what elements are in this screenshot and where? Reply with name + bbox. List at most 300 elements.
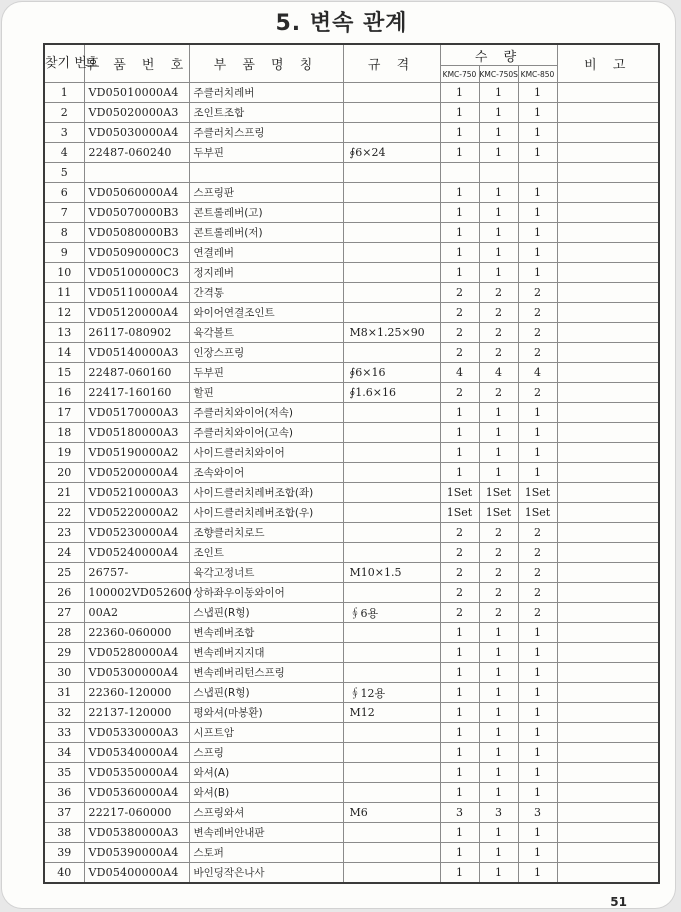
cell-qty-model-2: 1	[479, 843, 518, 863]
table-row	[44, 583, 659, 603]
cell-qty-model-2: 1	[479, 203, 518, 223]
cell-note	[557, 203, 659, 223]
cell-qty-model-3: 1	[518, 403, 557, 423]
table-row	[44, 463, 659, 483]
cell-qty-model-1: 1	[440, 683, 479, 703]
cell-qty-model-3: 4	[518, 363, 557, 383]
cell-qty-model-3: 2	[518, 283, 557, 303]
cell-qty-model-1: 1	[440, 663, 479, 683]
cell-qty-model-2: 1	[479, 123, 518, 143]
table-row	[44, 663, 659, 683]
table-row	[44, 643, 659, 663]
cell-part-number: VD05010000A4	[84, 83, 189, 103]
cell-qty-model-3: 2	[518, 543, 557, 563]
cell-note	[557, 363, 659, 383]
cell-note	[557, 443, 659, 463]
cell-spec	[343, 123, 440, 143]
cell-part-name: 주클러치스프링	[189, 123, 343, 143]
cell-note	[557, 343, 659, 363]
cell-spec	[343, 723, 440, 743]
table-row	[44, 103, 659, 123]
cell-qty-model-2: 1	[479, 643, 518, 663]
cell-no: 16	[44, 383, 84, 403]
cell-note	[557, 283, 659, 303]
table-row	[44, 183, 659, 203]
cell-part-number: VD05170000A3	[84, 403, 189, 423]
cell-qty-model-2: 1	[479, 683, 518, 703]
cell-qty-model-1: 1	[440, 83, 479, 103]
table-row	[44, 723, 659, 743]
header-spec: 규 격	[343, 44, 440, 83]
cell-qty-model-1: 2	[440, 523, 479, 543]
cell-qty-model-1: 1	[440, 143, 479, 163]
table-row	[44, 83, 659, 103]
cell-qty-model-3	[518, 163, 557, 183]
cell-part-name: 스프링	[189, 743, 343, 763]
cell-no: 11	[44, 283, 84, 303]
cell-spec	[343, 163, 440, 183]
cell-qty-model-2: 2	[479, 303, 518, 323]
cell-qty-model-3: 1	[518, 643, 557, 663]
cell-qty-model-1: 1	[440, 463, 479, 483]
cell-qty-model-1: 1	[440, 623, 479, 643]
cell-qty-model-1: 4	[440, 363, 479, 383]
cell-no: 15	[44, 363, 84, 383]
cell-qty-model-3: 1	[518, 183, 557, 203]
cell-note	[557, 223, 659, 243]
cell-spec	[343, 183, 440, 203]
cell-note	[557, 423, 659, 443]
cell-qty-model-2: 1	[479, 83, 518, 103]
table-row	[44, 203, 659, 223]
cell-spec	[343, 643, 440, 663]
cell-qty-model-1: 1	[440, 843, 479, 863]
cell-qty-model-1: 1	[440, 403, 479, 423]
cell-qty-model-1: 1	[440, 123, 479, 143]
cell-part-name: 조인트	[189, 543, 343, 563]
cell-part-name: 콘트롤레버(고)	[189, 203, 343, 223]
cell-qty-model-2: 1	[479, 443, 518, 463]
cell-qty-model-2: 1	[479, 723, 518, 743]
cell-no: 35	[44, 763, 84, 783]
cell-qty-model-2: 2	[479, 323, 518, 343]
cell-qty-model-2: 1	[479, 763, 518, 783]
cell-note	[557, 483, 659, 503]
cell-note	[557, 523, 659, 543]
cell-qty-model-3: 1	[518, 783, 557, 803]
cell-part-name: 인장스프링	[189, 343, 343, 363]
cell-qty-model-1: 2	[440, 323, 479, 343]
table-row	[44, 783, 659, 803]
table-row	[44, 403, 659, 423]
cell-no: 1	[44, 83, 84, 103]
header-no: 찾기 번호	[44, 44, 84, 83]
cell-note	[557, 803, 659, 823]
cell-part-name: 바인딩작은나사	[189, 863, 343, 884]
cell-qty-model-2: 2	[479, 563, 518, 583]
table-row	[44, 123, 659, 143]
cell-qty-model-3: 2	[518, 523, 557, 543]
cell-qty-model-1: 1	[440, 823, 479, 843]
table-row	[44, 843, 659, 863]
header-note: 비 고	[557, 44, 659, 83]
cell-part-name: 콘트롤레버(저)	[189, 223, 343, 243]
table-row	[44, 623, 659, 643]
cell-part-number: VD05380000A3	[84, 823, 189, 843]
cell-no: 36	[44, 783, 84, 803]
cell-spec	[343, 523, 440, 543]
cell-part-name: 사이드클러치레버조합(우)	[189, 503, 343, 523]
cell-no: 23	[44, 523, 84, 543]
cell-no: 29	[44, 643, 84, 663]
cell-qty-model-2	[479, 163, 518, 183]
cell-part-number: VD05360000A4	[84, 783, 189, 803]
cell-spec	[343, 103, 440, 123]
cell-qty-model-3: 2	[518, 303, 557, 323]
cell-part-number: VD05140000A3	[84, 343, 189, 363]
table-row	[44, 343, 659, 363]
cell-qty-model-1: 1Set	[440, 483, 479, 503]
cell-no: 4	[44, 143, 84, 163]
cell-part-name: 조향클러치로드	[189, 523, 343, 543]
cell-part-name: 연결레버	[189, 243, 343, 263]
cell-qty-model-1: 3	[440, 803, 479, 823]
cell-qty-model-1: 1	[440, 703, 479, 723]
cell-note	[557, 623, 659, 643]
table-body	[44, 83, 659, 884]
cell-qty-model-1: 1	[440, 183, 479, 203]
cell-spec	[343, 203, 440, 223]
cell-part-name: 주클러치와이어(저속)	[189, 403, 343, 423]
cell-note	[557, 823, 659, 843]
cell-note	[557, 703, 659, 723]
cell-qty-model-3: 1	[518, 83, 557, 103]
cell-spec	[343, 783, 440, 803]
cell-note	[557, 643, 659, 663]
cell-spec	[343, 663, 440, 683]
cell-note	[557, 843, 659, 863]
cell-part-name: 육각볼트	[189, 323, 343, 343]
cell-qty-model-3: 1	[518, 663, 557, 683]
cell-no: 17	[44, 403, 84, 423]
cell-qty-model-2: 2	[479, 283, 518, 303]
cell-spec	[343, 263, 440, 283]
cell-spec: ∮12용	[343, 683, 440, 703]
cell-no: 40	[44, 863, 84, 884]
cell-spec: M10×1.5	[343, 563, 440, 583]
table-row	[44, 323, 659, 343]
cell-qty-model-2: 3	[479, 803, 518, 823]
cell-part-number: VD05080000B3	[84, 223, 189, 243]
cell-qty-model-1: 2	[440, 303, 479, 323]
table-row	[44, 763, 659, 783]
cell-qty-model-1: 1	[440, 743, 479, 763]
cell-qty-model-3: 2	[518, 583, 557, 603]
cell-qty-model-3: 1	[518, 243, 557, 263]
cell-qty-model-3: 1	[518, 623, 557, 643]
cell-no: 30	[44, 663, 84, 683]
cell-note	[557, 243, 659, 263]
cell-part-number	[84, 163, 189, 183]
cell-part-name	[189, 163, 343, 183]
table-row	[44, 143, 659, 163]
cell-qty-model-1: 2	[440, 563, 479, 583]
cell-part-number: 22487-060240	[84, 143, 189, 163]
cell-qty-model-3: 2	[518, 343, 557, 363]
cell-note	[557, 763, 659, 783]
cell-no: 9	[44, 243, 84, 263]
cell-spec	[343, 823, 440, 843]
cell-note	[557, 83, 659, 103]
cell-spec	[343, 403, 440, 423]
cell-part-number: VD05030000A4	[84, 123, 189, 143]
cell-note	[557, 663, 659, 683]
cell-no: 34	[44, 743, 84, 763]
cell-spec: ∮6용	[343, 603, 440, 623]
cell-qty-model-1: 2	[440, 383, 479, 403]
cell-part-name: 스냅핀(R형)	[189, 603, 343, 623]
cell-part-number: VD05070000B3	[84, 203, 189, 223]
cell-qty-model-3: 1	[518, 103, 557, 123]
cell-part-name: 두부핀	[189, 363, 343, 383]
table-row	[44, 423, 659, 443]
cell-note	[557, 723, 659, 743]
cell-part-name: 스토퍼	[189, 843, 343, 863]
cell-note	[557, 383, 659, 403]
cell-part-name: 스프링판	[189, 183, 343, 203]
cell-qty-model-1: 2	[440, 343, 479, 363]
cell-qty-model-1: 1	[440, 203, 479, 223]
cell-part-name: 두부핀	[189, 143, 343, 163]
cell-spec	[343, 423, 440, 443]
cell-qty-model-3: 1Set	[518, 503, 557, 523]
cell-qty-model-3: 3	[518, 803, 557, 823]
cell-spec: M12	[343, 703, 440, 723]
cell-spec	[343, 863, 440, 884]
cell-qty-model-3: 1	[518, 823, 557, 843]
cell-part-number: VD05060000A4	[84, 183, 189, 203]
cell-note	[557, 123, 659, 143]
cell-no: 28	[44, 623, 84, 643]
cell-qty-model-2: 1	[479, 183, 518, 203]
header-model-3: KMC-850	[518, 66, 557, 83]
cell-no: 27	[44, 603, 84, 623]
cell-qty-model-3: 1	[518, 263, 557, 283]
cell-qty-model-1: 2	[440, 283, 479, 303]
cell-qty-model-2: 1	[479, 783, 518, 803]
cell-note	[557, 463, 659, 483]
cell-qty-model-3: 1	[518, 703, 557, 723]
cell-qty-model-3: 1Set	[518, 483, 557, 503]
cell-note	[557, 863, 659, 884]
cell-qty-model-1: 1	[440, 863, 479, 884]
cell-part-number: 100002VD052600	[84, 583, 189, 603]
cell-qty-model-2: 1	[479, 623, 518, 643]
cell-qty-model-1: 1Set	[440, 503, 479, 523]
cell-note	[557, 323, 659, 343]
table-row	[44, 243, 659, 263]
cell-part-number: VD05340000A4	[84, 743, 189, 763]
cell-qty-model-1: 1	[440, 243, 479, 263]
cell-part-number: VD05100000C3	[84, 263, 189, 283]
cell-part-number: 22417-160160	[84, 383, 189, 403]
cell-no: 19	[44, 443, 84, 463]
page-title: 5. 변속 관계	[275, 11, 408, 36]
cell-qty-model-3: 1	[518, 443, 557, 463]
table-row	[44, 863, 659, 884]
cell-qty-model-1: 1	[440, 643, 479, 663]
cell-spec	[343, 223, 440, 243]
cell-qty-model-3: 2	[518, 383, 557, 403]
cell-part-number: VD05240000A4	[84, 543, 189, 563]
cell-part-number: VD05350000A4	[84, 763, 189, 783]
cell-part-number: VD05190000A2	[84, 443, 189, 463]
cell-note	[557, 403, 659, 423]
cell-qty-model-2: 1	[479, 703, 518, 723]
cell-part-name: 평와셔(마봉환)	[189, 703, 343, 723]
document-page	[2, 2, 675, 908]
cell-part-number: VD05330000A3	[84, 723, 189, 743]
cell-no: 12	[44, 303, 84, 323]
cell-no: 24	[44, 543, 84, 563]
cell-part-number: 22137-120000	[84, 703, 189, 723]
cell-part-name: 육각고정너트	[189, 563, 343, 583]
cell-note	[557, 263, 659, 283]
parts-table	[43, 43, 660, 884]
header-model-2: KMC-750S	[479, 66, 518, 83]
cell-part-name: 변속레버안내판	[189, 823, 343, 843]
cell-spec	[343, 503, 440, 523]
cell-qty-model-2: 4	[479, 363, 518, 383]
cell-part-number: VD05300000A4	[84, 663, 189, 683]
cell-part-name: 변속레버조합	[189, 623, 343, 643]
cell-part-number: VD05200000A4	[84, 463, 189, 483]
cell-no: 7	[44, 203, 84, 223]
cell-part-number: 22487-060160	[84, 363, 189, 383]
cell-no: 39	[44, 843, 84, 863]
cell-spec	[343, 743, 440, 763]
cell-qty-model-2: 2	[479, 383, 518, 403]
header-part-number: 부 품 번 호	[84, 44, 189, 83]
cell-qty-model-1: 1	[440, 763, 479, 783]
table-row	[44, 803, 659, 823]
cell-no: 38	[44, 823, 84, 843]
table-row	[44, 443, 659, 463]
cell-part-number: 00A2	[84, 603, 189, 623]
table-row	[44, 543, 659, 563]
cell-part-name: 스프링와셔	[189, 803, 343, 823]
cell-spec	[343, 763, 440, 783]
table-row	[44, 283, 659, 303]
cell-no: 13	[44, 323, 84, 343]
cell-no: 32	[44, 703, 84, 723]
cell-part-name: 스냅핀(R형)	[189, 683, 343, 703]
cell-part-name: 변속레버리턴스프링	[189, 663, 343, 683]
cell-note	[557, 103, 659, 123]
cell-no: 2	[44, 103, 84, 123]
cell-no: 8	[44, 223, 84, 243]
cell-note	[557, 783, 659, 803]
cell-no: 21	[44, 483, 84, 503]
table-row	[44, 683, 659, 703]
cell-note	[557, 183, 659, 203]
cell-part-name: 와이어연결조인트	[189, 303, 343, 323]
table-row	[44, 823, 659, 843]
cell-no: 25	[44, 563, 84, 583]
table-row	[44, 603, 659, 623]
cell-spec	[343, 583, 440, 603]
table-row	[44, 503, 659, 523]
cell-part-name: 간격통	[189, 283, 343, 303]
cell-qty-model-3: 1	[518, 843, 557, 863]
cell-no: 6	[44, 183, 84, 203]
cell-part-number: VD05180000A3	[84, 423, 189, 443]
cell-qty-model-1: 2	[440, 583, 479, 603]
table-row	[44, 163, 659, 183]
cell-note	[557, 563, 659, 583]
cell-qty-model-1: 2	[440, 603, 479, 623]
cell-spec	[343, 463, 440, 483]
cell-qty-model-1: 1	[440, 103, 479, 123]
cell-spec: ∮6×16	[343, 363, 440, 383]
cell-note	[557, 143, 659, 163]
cell-part-number: 26757-	[84, 563, 189, 583]
cell-part-name: 사이드클러치와이어	[189, 443, 343, 463]
cell-qty-model-3: 1	[518, 683, 557, 703]
cell-part-number: 22360-060000	[84, 623, 189, 643]
cell-qty-model-2: 2	[479, 543, 518, 563]
cell-qty-model-2: 1	[479, 263, 518, 283]
cell-spec	[343, 83, 440, 103]
cell-qty-model-3: 2	[518, 603, 557, 623]
cell-qty-model-2: 2	[479, 523, 518, 543]
cell-qty-model-1: 1	[440, 263, 479, 283]
cell-note	[557, 683, 659, 703]
table-row	[44, 263, 659, 283]
cell-spec	[343, 283, 440, 303]
table-row	[44, 363, 659, 383]
cell-no: 3	[44, 123, 84, 143]
header-quantity: 수 량	[440, 44, 557, 66]
cell-part-name: 상하좌우이동와이어	[189, 583, 343, 603]
cell-part-name: 할핀	[189, 383, 343, 403]
cell-qty-model-2: 1	[479, 423, 518, 443]
cell-qty-model-1: 1	[440, 223, 479, 243]
cell-no: 22	[44, 503, 84, 523]
cell-spec	[343, 843, 440, 863]
cell-qty-model-3: 1	[518, 743, 557, 763]
table-row	[44, 703, 659, 723]
cell-qty-model-1	[440, 163, 479, 183]
cell-spec	[343, 623, 440, 643]
table-header	[44, 44, 659, 83]
cell-note	[557, 503, 659, 523]
header-model-1: KMC-750	[440, 66, 479, 83]
cell-spec	[343, 303, 440, 323]
header-part-name: 부 품 명 칭	[189, 44, 343, 83]
cell-qty-model-2: 1	[479, 223, 518, 243]
cell-spec	[343, 543, 440, 563]
cell-qty-model-2: 1	[479, 243, 518, 263]
cell-qty-model-3: 1	[518, 223, 557, 243]
cell-qty-model-1: 1	[440, 423, 479, 443]
cell-no: 14	[44, 343, 84, 363]
cell-no: 26	[44, 583, 84, 603]
cell-part-name: 시프트암	[189, 723, 343, 743]
cell-no: 33	[44, 723, 84, 743]
cell-part-number: VD05210000A3	[84, 483, 189, 503]
cell-no: 5	[44, 163, 84, 183]
